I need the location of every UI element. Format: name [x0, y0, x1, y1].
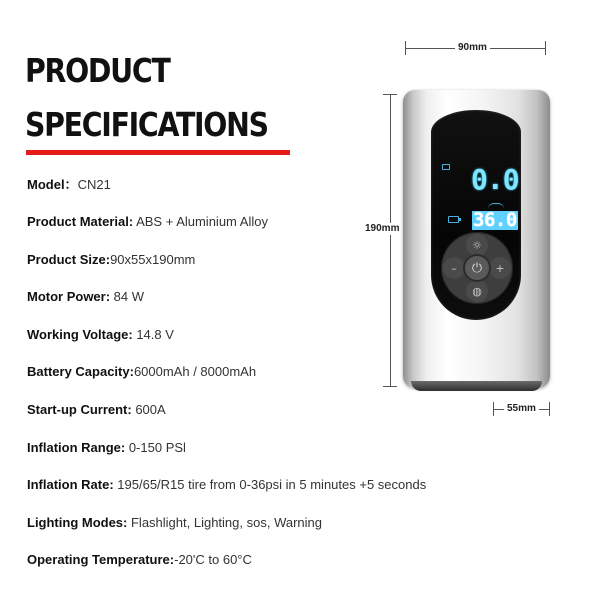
spec-size [27, 252, 195, 268]
air-pump-device [403, 90, 550, 388]
spec-startup-current [27, 402, 166, 418]
spec-value: -20'C to 60°C [174, 552, 252, 567]
light-icon: ☼ [466, 234, 488, 256]
spec-working-voltage [27, 327, 174, 343]
plus-icon: + [489, 257, 511, 279]
spec-label: Product Material: [27, 214, 134, 229]
lcd-main-reading: 0.0 [471, 163, 519, 196]
spec-value: CN21 [77, 177, 111, 192]
spec-label: Inflation Rate: [27, 477, 114, 492]
lcd-target-reading: 36.0 [473, 209, 517, 231]
heading-line-1: PRODUCT [25, 51, 170, 90]
battery-icon [448, 216, 459, 223]
unit-icon: ◍ [466, 280, 488, 302]
control-pad [441, 232, 513, 304]
spec-value: Flashlight, Lighting, sos, Warning [127, 515, 322, 530]
power-icon: ⏻ [465, 256, 489, 280]
spec-label: Start-up Current: [27, 402, 132, 417]
spec-value: ABS + Aluminium Alloy [133, 214, 268, 229]
minus-icon: – [443, 257, 465, 279]
spec-label: Operating Temperature: [27, 552, 175, 567]
spec-model [27, 177, 111, 193]
spec-label: Battery Capacity: [27, 364, 134, 379]
spec-label: Model： [27, 177, 78, 192]
spec-value: 195/65/R15 tire from 0-36psi in 5 minutes +5 seconds [113, 477, 427, 492]
spec-material [27, 214, 268, 230]
spec-inflation-range [27, 440, 186, 456]
spec-label: Product Size: [27, 252, 111, 267]
height-dimension-line [390, 94, 391, 387]
spec-value: 600A [131, 402, 166, 417]
spec-value: 90x55x190mm [110, 252, 196, 267]
depth-dimension-label: 55mm [504, 403, 539, 415]
spec-battery-capacity [27, 364, 256, 380]
bulb-icon [442, 164, 450, 170]
spec-label: Working Voltage: [27, 327, 133, 342]
spec-label: Motor Power: [27, 289, 111, 304]
spec-value: 0-150 PSl [125, 440, 186, 455]
spec-inflation-rate [27, 477, 426, 493]
height-dimension-label: 190mm [362, 223, 402, 235]
spec-label: Lighting Modes: [27, 515, 128, 530]
spec-value: 84 W [110, 289, 145, 304]
spec-lighting-modes [27, 515, 322, 531]
spec-motor-power [27, 289, 144, 305]
spec-value: 6000mAh / 8000mAh [133, 364, 257, 379]
spec-operating-temperature [27, 552, 252, 568]
heading-line-2: SPECIFICATIONS [25, 105, 268, 144]
spec-value: 14.8 V [132, 327, 174, 342]
device-base [411, 381, 542, 391]
heading-underline [26, 150, 290, 155]
spec-label: Inflation Range: [27, 440, 126, 455]
width-dimension-label: 90mm [455, 42, 490, 54]
control-panel [431, 110, 521, 320]
